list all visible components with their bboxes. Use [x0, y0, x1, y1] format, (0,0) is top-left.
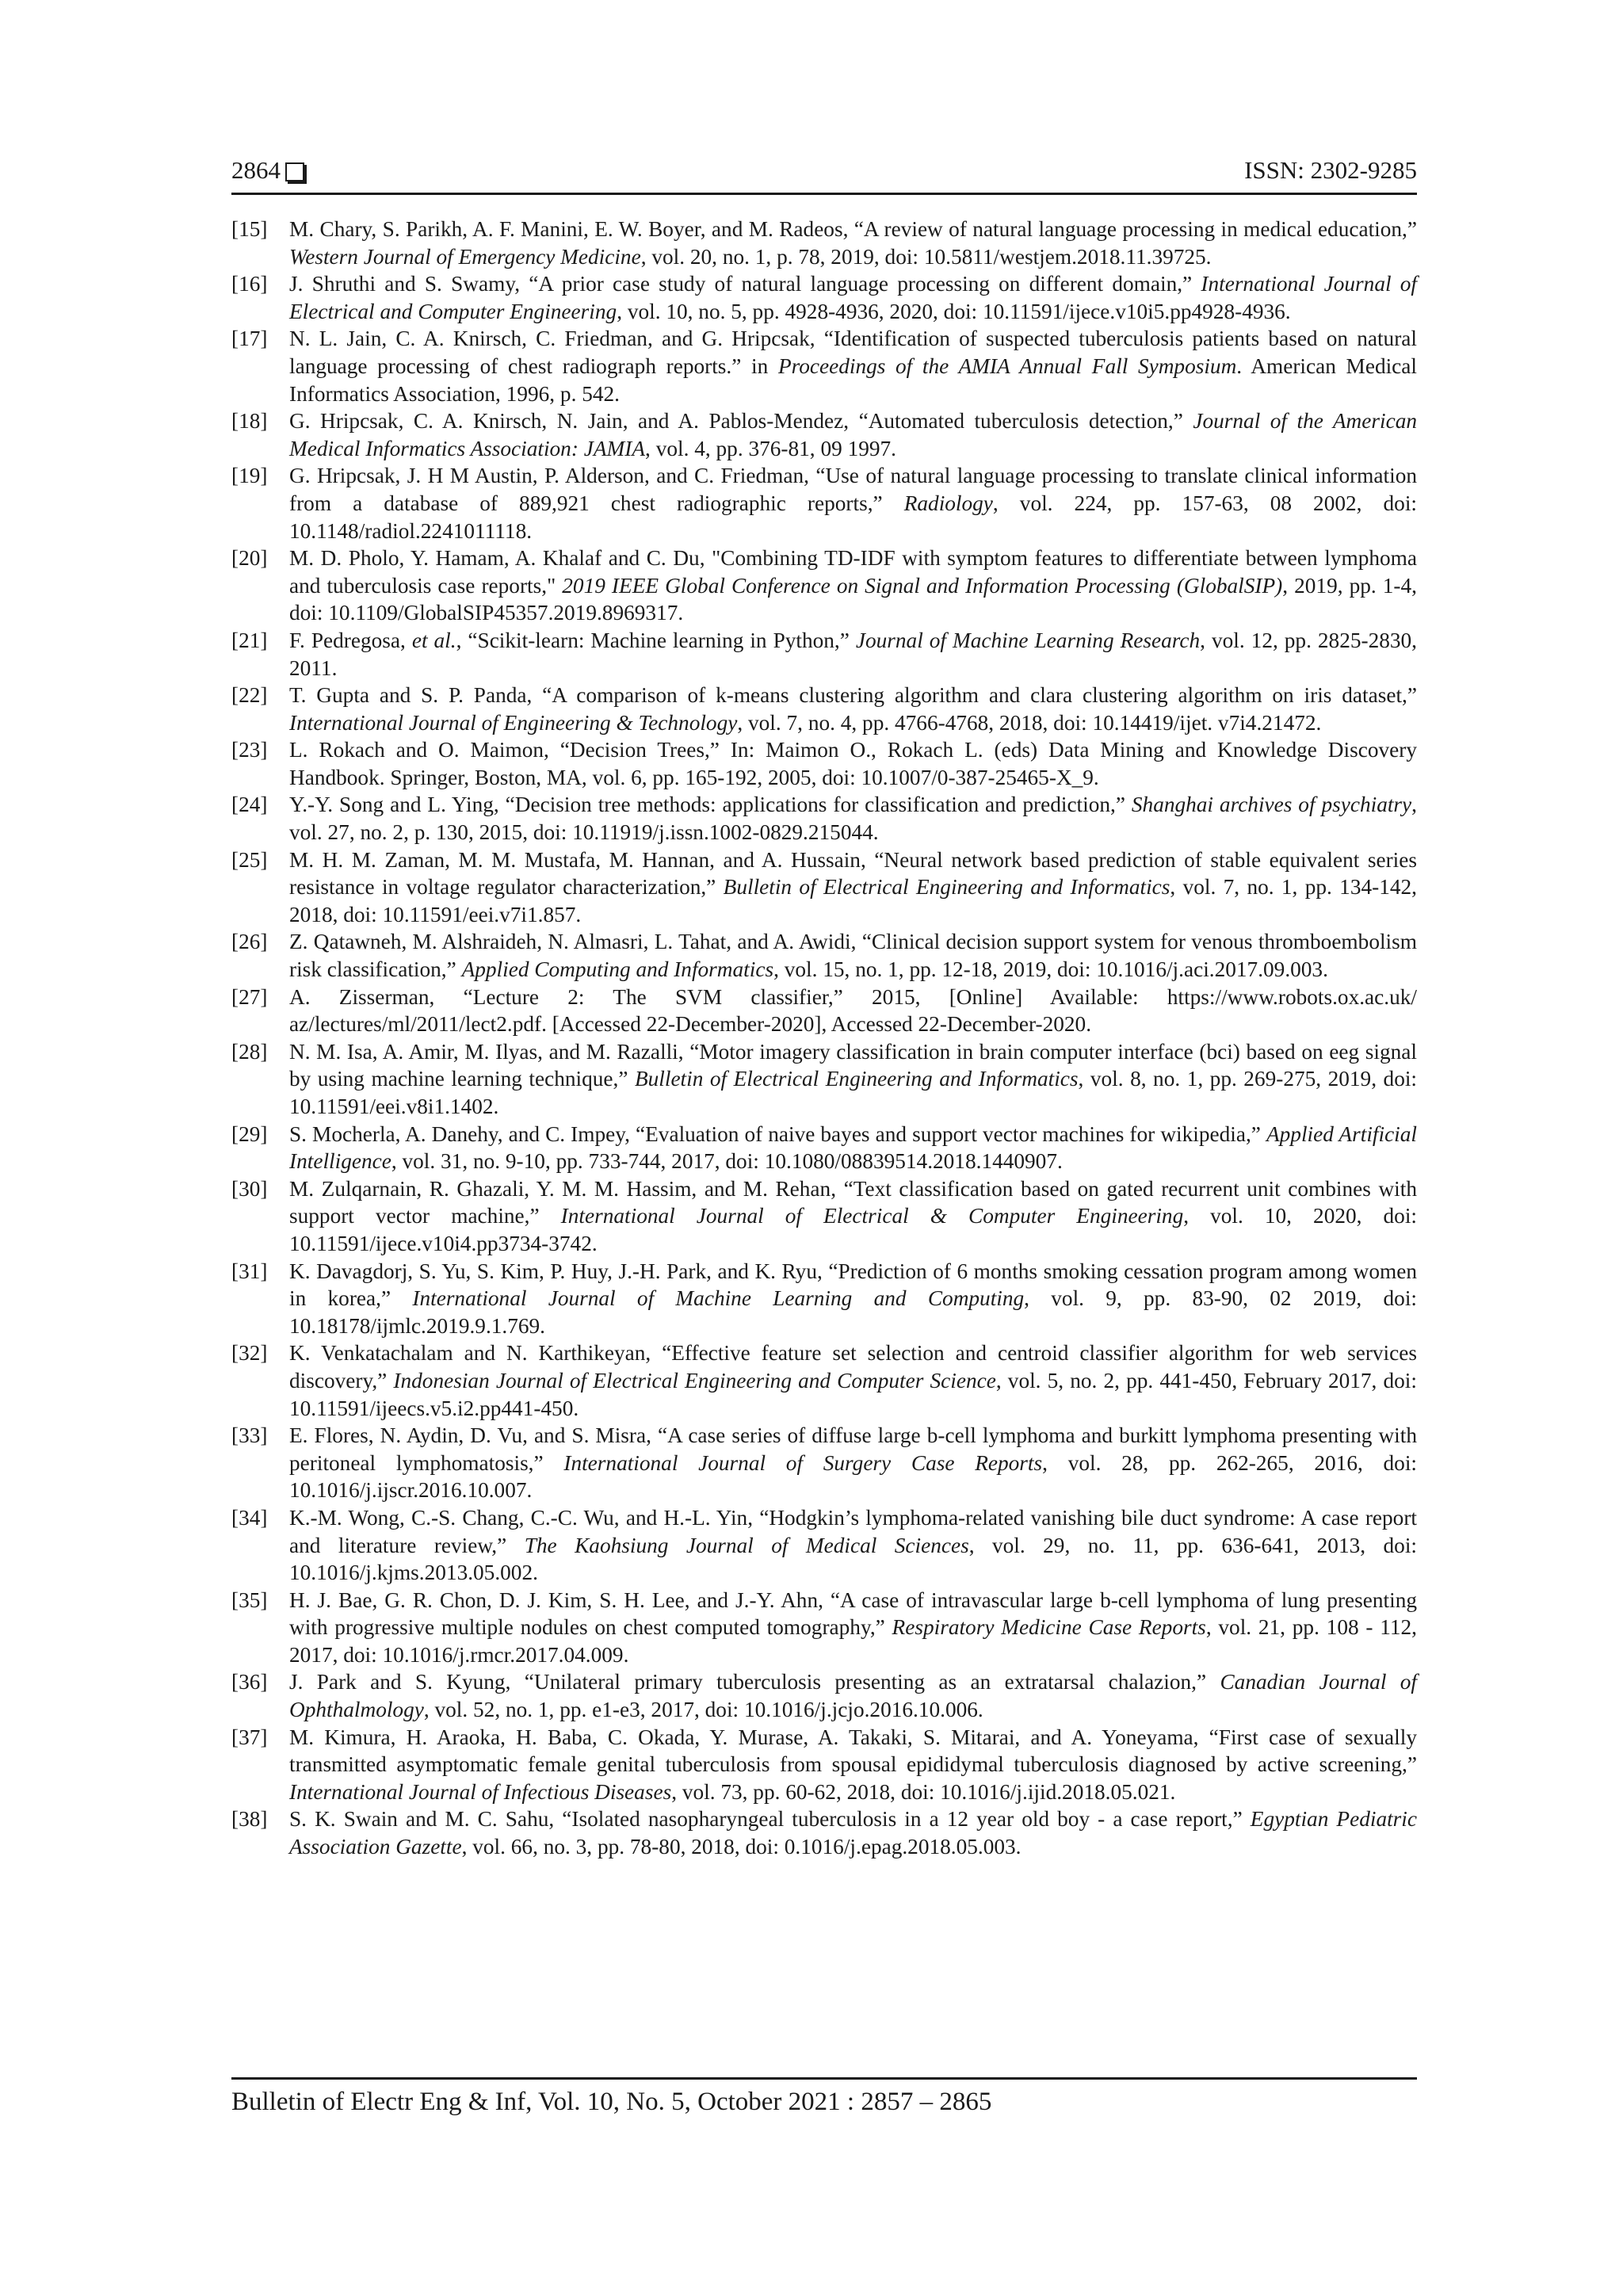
reference-item: [231, 216, 1417, 270]
reference-authors-title: G. Hripcsak, J. H M Austin, P. Alderson, and C. Friedman, “Use of natural language processing to translate clinical information from a database of 889,921 chest radiographic reports,”: [289, 464, 1417, 515]
reference-authors-title: M. H. M. Zaman, M. M. Mustafa, M. Hannan, and A. Hussain, “Neural network based prediction of stable equivalent series resistance in voltage regulator characterization,”: [289, 847, 1417, 900]
reference-text: [289, 1258, 1417, 1340]
reference-details: , vol. 31, no. 9-10, pp. 733-744, 2017, doi: 10.1080/08839514.2018.1440907.: [391, 1149, 1063, 1174]
reference-number: [20]: [231, 546, 268, 571]
reference-details: , vol. 29, no. 11, pp. 636-641, 2013, doi: 10.1016/j.kjms.2013.05.002.: [289, 1533, 1417, 1585]
reference-details: , vol. 5, no. 2, pp. 441-450, February 2017, doi: 10.11591/ijeecs.v5.i2.pp441-450.: [289, 1368, 1417, 1420]
reference-details: , vol. 66, no. 3, pp. 78-80, 2018, doi: 0.1016/j.epag.2018.05.003.: [461, 1835, 1022, 1859]
reference-text: [289, 1587, 1417, 1669]
reference-authors-title: E. Flores, N. Aydin, D. Vu, and S. Misra, “A case series of diffuse large b-cell lymphoma and burkitt lymphoma presenting with peritoneal lymphomatosis,”: [289, 1423, 1417, 1475]
reference-authors-title: S. Mocherla, A. Danehy, and C. Impey, “Evaluation of naive bayes and support vector machines for wikipedia,”: [289, 1121, 1266, 1146]
reference-journal: The Kaohsiung Journal of Medical Sciences: [524, 1533, 969, 1557]
reference-journal: Respiratory Medicine Case Reports: [892, 1615, 1206, 1640]
reference-number: [38]: [231, 1807, 268, 1832]
reference-list: [231, 216, 1417, 1861]
reference-number: [28]: [231, 1039, 268, 1064]
reference-details: , vol. 4, pp. 376-81, 09 1997.: [645, 436, 896, 460]
reference-journal: Canadian Journal of Ophthalmology: [289, 1670, 1417, 1722]
reference-text: [289, 462, 1417, 544]
reference-details: , vol. 15, no. 1, pp. 12-18, 2019, doi: 10.1016/j.aci.2017.09.003.: [773, 957, 1328, 982]
reference-authors-title: G. Hripcsak, C. A. Knirsch, N. Jain, and A. Pablos-Mendez, “Automated tuberculosis detection,”: [289, 409, 1193, 434]
footer-rule: [231, 2077, 1417, 2080]
reference-journal: International Journal of Electrical & Computer Engineering: [560, 1204, 1184, 1228]
reference-authors-title: M. Zulqarnain, R. Ghazali, Y. M. M. Hassim, and M. Rehan, “Text classification based on gated recurrent unit combines with support vector machine,”: [289, 1176, 1417, 1228]
reference-text: [289, 1175, 1417, 1258]
reference-item: [231, 928, 1417, 983]
reference-authors-title: J. Park and S. Kyung, “Unilateral primary tuberculosis presenting as an extratarsal chalazion,”: [289, 1670, 1220, 1694]
reference-text: [289, 1504, 1417, 1587]
reference-item: [231, 1504, 1417, 1587]
reference-item: [231, 1175, 1417, 1258]
reference-details: , vol. 12, pp. 2825-2830, 2011.: [289, 628, 1418, 680]
reference-text: [289, 627, 1417, 682]
reference-item: [231, 682, 1417, 736]
reference-text: [289, 270, 1417, 325]
reference-item: [231, 1724, 1417, 1806]
reference-item: [231, 846, 1417, 929]
reference-text: [289, 736, 1417, 791]
reference-number: [32]: [231, 1341, 268, 1366]
reference-details: , vol. 20, no. 1, p. 78, 2019, doi: 10.5811/westjem.2018.11.39725.: [640, 244, 1212, 269]
reference-journal: Radiology: [903, 491, 993, 515]
reference-etal: et al.: [411, 628, 456, 652]
reference-authors-title: T. Gupta and S. P. Panda, “A comparison of k-means clustering algorithm and clara clustering algorithm on iris dataset,”: [289, 683, 1417, 708]
reference-details: , vol. 8, no. 1, pp. 269-275, 2019, doi: 10.11591/eei.v8i1.1402.: [289, 1067, 1418, 1118]
reference-authors-title: J. Shruthi and S. Swamy, “A prior case study of natural language processing on different domain,”: [289, 272, 1201, 296]
reference-authors-title: M. Kimura, H. Araoka, H. Baba, C. Okada, Y. Murase, A. Takaki, S. Mitarai, and A. Yoneyama, “First case of sexually transmitted asymptomatic female genital tuberculosis from spousal epididymal tuberculosis diagnosed by active screening,”: [289, 1725, 1417, 1777]
reference-number: [33]: [231, 1423, 268, 1448]
reference-details: , vol. 27, no. 2, p. 130, 2015, doi: 10.11919/j.issn.1002-0829.215044.: [289, 793, 1417, 845]
reference-number: [36]: [231, 1670, 268, 1694]
reference-details: , vol. 21, pp. 108 - 112, 2017, doi: 10.1016/j.rmcr.2017.04.009.: [289, 1615, 1418, 1667]
reference-number: [16]: [231, 272, 268, 296]
reference-number: [29]: [231, 1121, 268, 1146]
reference-text: [289, 407, 1417, 462]
reference-item: [231, 407, 1417, 462]
reference-authors-title: N. M. Isa, A. Amir, M. Ilyas, and M. Razalli, “Motor imagery classification in brain computer interface (bci) based on eeg signal by using machine learning technique,”: [289, 1039, 1417, 1091]
reference-journal: Shanghai archives of psychiatry: [1131, 793, 1412, 817]
reference-item: [231, 627, 1417, 682]
reference-text: [289, 1422, 1417, 1504]
reference-authors-title: Z. Qatawneh, M. Alshraideh, N. Almasri, L. Tahat, and A. Awidi, “Clinical decision support system for venous thromboembolism risk classification,”: [289, 930, 1417, 982]
reference-details: , vol. 10, no. 5, pp. 4928-4936, 2020, doi: 10.11591/ijece.v10i5.pp4928-4936.: [617, 299, 1291, 323]
reference-number: [15]: [231, 217, 268, 241]
reference-authors-title: L. Rokach and O. Maimon, “Decision Trees,” In: Maimon O., Rokach L. (eds) Data Mining and Knowledge Discovery Handbook. Springer, Boston, MA, vol. 6, pp. 165-192, 2005, doi: 10.1007/0-387-25465-X_9.: [289, 738, 1417, 789]
reference-number: [18]: [231, 409, 268, 434]
reference-journal: Indonesian Journal of Electrical Engineering and Computer Science: [393, 1368, 996, 1392]
reference-journal: Journal of Machine Learning Research: [855, 628, 1201, 652]
reference-item: [231, 1422, 1417, 1504]
reference-details: , vol. 10, 2020, doi: 10.11591/ijece.v10i4.pp3734-3742.: [289, 1204, 1417, 1255]
reference-text: [289, 1121, 1417, 1175]
reference-details: , vol. 7, no. 4, pp. 4766-4768, 2018, doi: 10.14419/ijet. v7i4.21472.: [737, 710, 1322, 735]
reference-journal: 2019 IEEE Global Conference on Signal and Information Processing (GlobalSIP): [562, 573, 1283, 598]
reference-item: [231, 791, 1417, 846]
reference-item: [231, 462, 1417, 544]
reference-journal: Egyptian Pediatric Association Gazette: [289, 1807, 1418, 1859]
reference-item: [231, 1805, 1417, 1860]
reference-text: [289, 216, 1417, 270]
reference-text: [289, 1038, 1417, 1121]
reference-details: , vol. 52, no. 1, pp. e1-e3, 2017, doi: 10.1016/j.jcjo.2016.10.006.: [423, 1698, 983, 1722]
reference-authors-title: K. Davagdorj, S. Yu, S. Kim, P. Huy, J.-H. Park, and K. Ryu, “Prediction of 6 months smoking cessation program among women in korea,”: [289, 1259, 1417, 1311]
reference-text: [289, 1339, 1417, 1422]
reference-number: [31]: [231, 1259, 268, 1283]
reference-text: [289, 791, 1417, 846]
header-rule: [231, 193, 1417, 195]
reference-item: [231, 1339, 1417, 1422]
reference-text: [289, 846, 1417, 929]
reference-number: [23]: [231, 738, 268, 762]
reference-item: [231, 984, 1417, 1038]
reference-authors-title: Y.-Y. Song and L. Ying, “Decision tree methods: applications for classification and prediction,”: [289, 793, 1132, 817]
reference-number: [34]: [231, 1505, 268, 1530]
reference-item: [231, 1668, 1417, 1723]
reference-journal: Western Journal of Emergency Medicine: [289, 244, 641, 269]
reference-text: [289, 984, 1417, 1038]
reference-details: , vol. 9, pp. 83-90, 02 2019, doi: 10.18178/ijmlc.2019.9.1.769.: [289, 1286, 1417, 1338]
reference-number: [35]: [231, 1587, 268, 1612]
reference-item: [231, 544, 1417, 627]
reference-item: [231, 270, 1417, 325]
reference-authors-title: N. L. Jain, C. A. Knirsch, C. Friedman, and G. Hripcsak, “Identification of suspected tuberculosis patients based on natural language processing of chest radiograph reports.” in: [289, 327, 1417, 378]
reference-authors-title: F. Pedregosa,: [289, 628, 412, 652]
reference-text: [289, 544, 1417, 627]
reference-authors-title: S. K. Swain and M. C. Sahu, “Isolated nasopharyngeal tuberculosis in a 12 year old boy - a case report,”: [289, 1807, 1251, 1832]
reference-details: , 2019, pp. 1-4, doi: 10.1109/GlobalSIP45357.2019.8969317.: [289, 573, 1417, 625]
reference-journal: International Journal of Surgery Case Reports: [563, 1450, 1043, 1475]
reference-details: . American Medical Informatics Association, 1996, p. 542.: [289, 353, 1417, 406]
reference-item: [231, 1038, 1417, 1121]
reference-item: [231, 736, 1417, 791]
reference-number: [27]: [231, 984, 268, 1009]
reference-journal: Applied Computing and Informatics: [461, 957, 774, 982]
reference-text: [289, 1724, 1417, 1806]
reference-number: [24]: [231, 793, 268, 817]
reference-journal: Bulletin of Electrical Engineering and Informatics: [723, 875, 1170, 900]
reference-number: [26]: [231, 930, 268, 954]
page-number: 2864: [231, 156, 281, 184]
reference-item: [231, 1587, 1417, 1669]
issn: ISSN: 2302-9285: [1244, 156, 1417, 184]
reference-authors-title: K.-M. Wong, C.-S. Chang, C.-C. Wu, and H.-L. Yin, “Hodgkin’s lymphoma-related vanishing bile duct syndrome: A case report and literature review,”: [289, 1505, 1417, 1557]
reference-title: , “Scikit-learn: Machine learning in Python,”: [456, 628, 856, 652]
reference-authors-title: M. D. Pholo, Y. Hamam, A. Khalaf and C. Du, "Combining TD-IDF with symptom features to differentiate between lymphoma and tuberculosis case reports,": [289, 546, 1417, 598]
header-left: [231, 151, 304, 190]
reference-details: , vol. 28, pp. 262-265, 2016, doi: 10.1016/j.ijscr.2016.10.007.: [289, 1450, 1417, 1503]
reference-number: [30]: [231, 1176, 268, 1201]
reference-journal: Journal of the American Medical Informatics Association: JAMIA: [289, 409, 1417, 460]
reference-journal: International Journal of Machine Learning and Computing: [412, 1286, 1025, 1311]
page-header: [231, 151, 1417, 190]
reference-journal: International Journal of Infectious Diseases: [289, 1779, 672, 1804]
reference-text: [289, 1668, 1417, 1723]
footer-citation: Bulletin of Electr Eng & Inf, Vol. 10, No. 5, October 2021 : 2857 – 2865: [231, 2088, 992, 2116]
reference-text: [289, 1805, 1417, 1860]
reference-details: , vol. 224, pp. 157-63, 08 2002, doi: 10.1148/radiol.2241011118.: [289, 491, 1417, 543]
reference-text: [289, 682, 1417, 736]
reference-journal: International Journal of Electrical and Computer Engineering: [289, 272, 1417, 323]
reference-number: [19]: [231, 464, 268, 488]
reference-number: [21]: [231, 628, 268, 652]
reference-item: [231, 325, 1417, 407]
reference-text: [289, 325, 1417, 407]
reference-number: [37]: [231, 1725, 268, 1749]
reference-text: [289, 928, 1417, 983]
reference-journal: Proceedings of the AMIA Annual Fall Symposium: [777, 353, 1237, 378]
reference-details: , vol. 7, no. 1, pp. 134-142, 2018, doi: 10.11591/eei.v7i1.857.: [289, 875, 1417, 926]
reference-journal: Bulletin of Electrical Engineering and Informatics: [634, 1067, 1079, 1091]
reference-number: [22]: [231, 683, 268, 708]
reference-journal: Applied Artificial Intelligence: [289, 1121, 1418, 1174]
reference-number: [25]: [231, 847, 268, 872]
reference-authors-title: A. Zisserman, “Lecture 2: The SVM classifier,” 2015, [Online] Available: https://www.robots.ox.ac.uk/ az/lectures/ml/2011/lect2.pdf. [Accessed 22-December-2020], Accessed 22-December-2020.: [289, 984, 1417, 1037]
reference-item: [231, 1258, 1417, 1340]
reference-authors-title: K. Venkatachalam and N. Karthikeyan, “Effective feature set selection and centroid classifier algorithm for web services discovery,”: [289, 1341, 1417, 1392]
reference-details: , vol. 73, pp. 60-62, 2018, doi: 10.1016/j.ijid.2018.05.021.: [671, 1779, 1176, 1804]
reference-authors-title: H. J. Bae, G. R. Chon, D. J. Kim, S. H. Lee, and J.-Y. Ahn, “A case of intravascular large b-cell lymphoma of lung presenting with progressive multiple nodules on chest computed tomography,”: [289, 1587, 1417, 1640]
reference-journal: International Journal of Engineering & Technology: [289, 710, 738, 735]
reference-authors-title: M. Chary, S. Parikh, A. F. Manini, E. W. Boyer, and M. Radeos, “A review of natural language processing in medical education,”: [289, 217, 1417, 241]
reference-item: [231, 1121, 1417, 1175]
page-mark-icon: [285, 162, 304, 181]
reference-number: [17]: [231, 327, 268, 351]
